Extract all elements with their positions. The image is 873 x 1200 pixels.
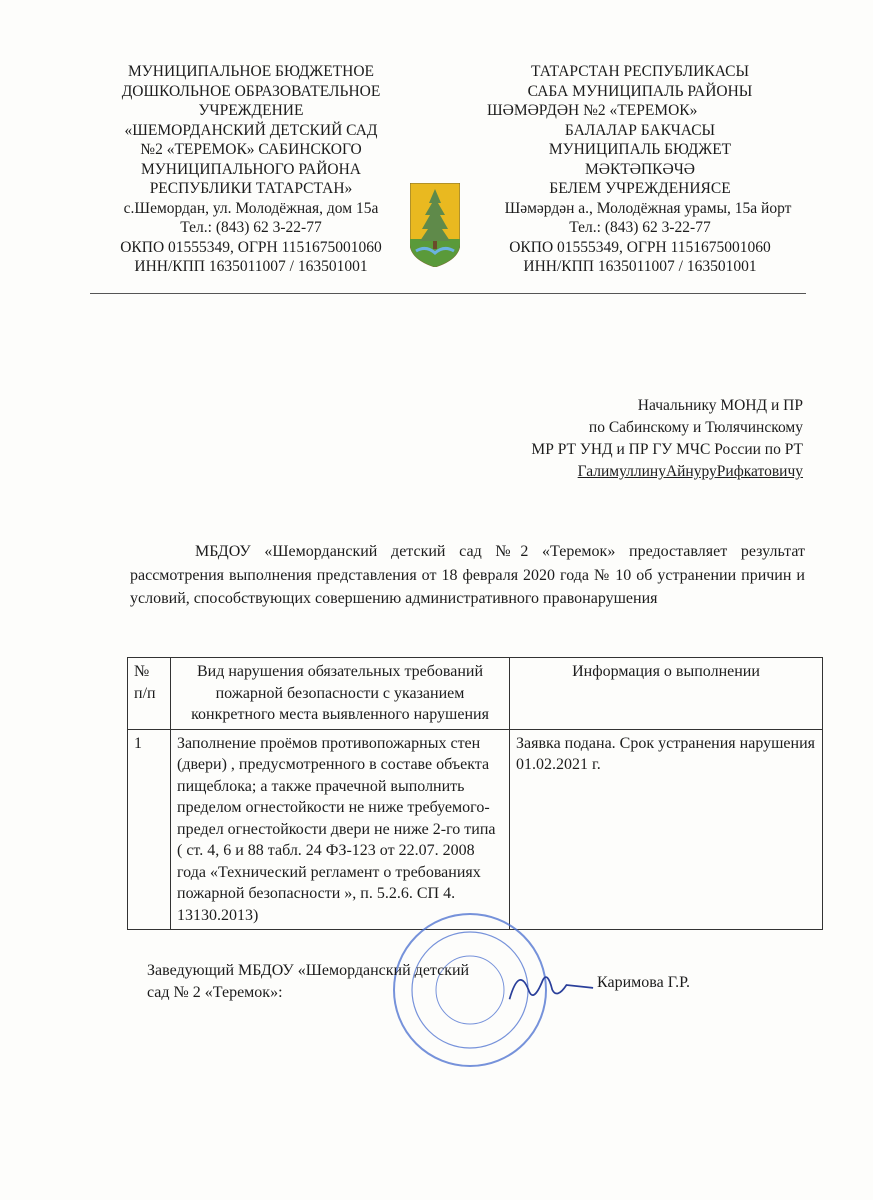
- header-left-line: №2 «ТЕРЕМОК» САБИНСКОГО: [140, 141, 362, 158]
- header-right-block: [462, 62, 818, 277]
- violations-table: [127, 657, 823, 930]
- header-right-line: МУНИЦИПАЛЬ БЮДЖЕТ: [548, 141, 732, 158]
- addressee-line: МР РТ УНД и ПР ГУ МЧС России по РТ: [531, 441, 803, 458]
- header-left-phone: Тел.: (843) 62 3-22-77: [180, 219, 322, 236]
- header-divider: [90, 293, 806, 294]
- header-right-line: ШӘМӘРДӘН №2 «ТЕРЕМОК»: [487, 102, 698, 119]
- header-left-line: «ШЕМОРДАНСКИЙ ДЕТСКИЙ САД: [124, 121, 378, 139]
- header-right-line: САБА МУНИЦИПАЛЬ РАЙОНЫ: [527, 82, 753, 100]
- header-right-line: БАЛАЛАР БАКЧАСЫ: [564, 121, 716, 139]
- header-right-line: БЕЛЕМ УЧРЕЖДЕНИЯСЕ: [549, 180, 731, 197]
- header-right-line: МӘКТӘПКӘЧӘ: [585, 160, 695, 178]
- header-status: Информация о выполнении: [510, 658, 823, 730]
- addressee-name: ГалимуллинуАйнуруРифкатовичу: [577, 463, 803, 480]
- header-left-address: с.Шемордан, ул. Молодёжная, дом 15а: [123, 199, 379, 217]
- addressee-line: Начальнику МОНД и ПР: [637, 397, 803, 414]
- signatory-block: [147, 960, 469, 1004]
- addressee-line: по Сабинскому и Тюлячинскому: [588, 419, 803, 436]
- coat-of-arms-emblem: [410, 183, 460, 267]
- signatory-name: Каримова Г.Р.: [597, 974, 691, 991]
- header-right-line: ТАТАРСТАН РЕСПУБЛИКАСЫ: [531, 63, 749, 80]
- signatory-title-line1: Заведующий МБДОУ «Шеморданский детский: [147, 962, 470, 979]
- header-right-inn: ИНН/КПП 1635011007 / 163501001: [523, 258, 757, 275]
- header-right-address: [462, 199, 818, 219]
- header-left-line: РЕСПУБЛИКИ ТАТАРСТАН»: [149, 180, 353, 197]
- table-header-row: [128, 658, 823, 730]
- row-status: Заявка подана. Срок устранения нарушения 01.02.2021 г.: [510, 729, 823, 930]
- header-left-line: МУНИЦИПАЛЬНОЕ БЮДЖЕТНОЕ: [128, 63, 374, 80]
- header-left-line: ДОШКОЛЬНОЕ ОБРАЗОВАТЕЛЬНОЕ: [121, 82, 381, 100]
- header-right-phone: Тел.: (843) 62 3-22-77: [569, 219, 711, 236]
- header-right-okpo: ОКПО 01555349, ОГРН 1151675001060: [509, 238, 771, 256]
- table-row: [128, 729, 823, 930]
- header-violation: Вид нарушения обязательных требований пожарной безопасности с указанием конкретного места выявленного нарушения: [171, 658, 510, 730]
- signatory-title-line2: сад № 2 «Теремок»:: [147, 984, 283, 1001]
- header-left-okpo: ОКПО 01555349, ОГРН 1151675001060: [120, 238, 382, 256]
- header-left-inn: ИНН/КПП 1635011007 / 163501001: [134, 258, 368, 275]
- header-number: № п/п: [128, 658, 171, 730]
- header-left-line: УЧРЕЖДЕНИЕ: [198, 102, 304, 119]
- header-left-line: МУНИЦИПАЛЬНОГО РАЙОНА: [141, 160, 361, 178]
- row-violation: Заполнение проёмов противопожарных стен (двери) , предусмотренного в составе объекта пищеблока; а также прачечной выполнить пределом огнестойкости не ниже требуемого-предел огнестойкости двери не ниже 2-го типа ( ст. 4, 6 и 88 табл. 24 ФЗ-123 от 22.07. 2008 года «Технический регламент о требованиях пожарной безопасности », п. 5.2.6. СП 4. 13130.2013): [171, 729, 510, 930]
- signature: [500, 960, 595, 1010]
- header-left-block: [92, 62, 410, 277]
- lower-section: [127, 657, 823, 1020]
- addressee-block: [531, 395, 803, 483]
- signature-area: [127, 960, 823, 1020]
- row-number: 1: [128, 729, 171, 930]
- body-paragraph: МБДОУ «Шеморданский детский сад №2 «Теремок» предоставляет результат рассмотрения выполнения представления от 18 февраля 2020 года № 10 об устранении причин и условий, способствующих совершению административного правонарушения: [130, 543, 805, 607]
- header-right-address-text: Шәмәрдән а., Молодёжная урамы, 15а йорт: [504, 199, 792, 217]
